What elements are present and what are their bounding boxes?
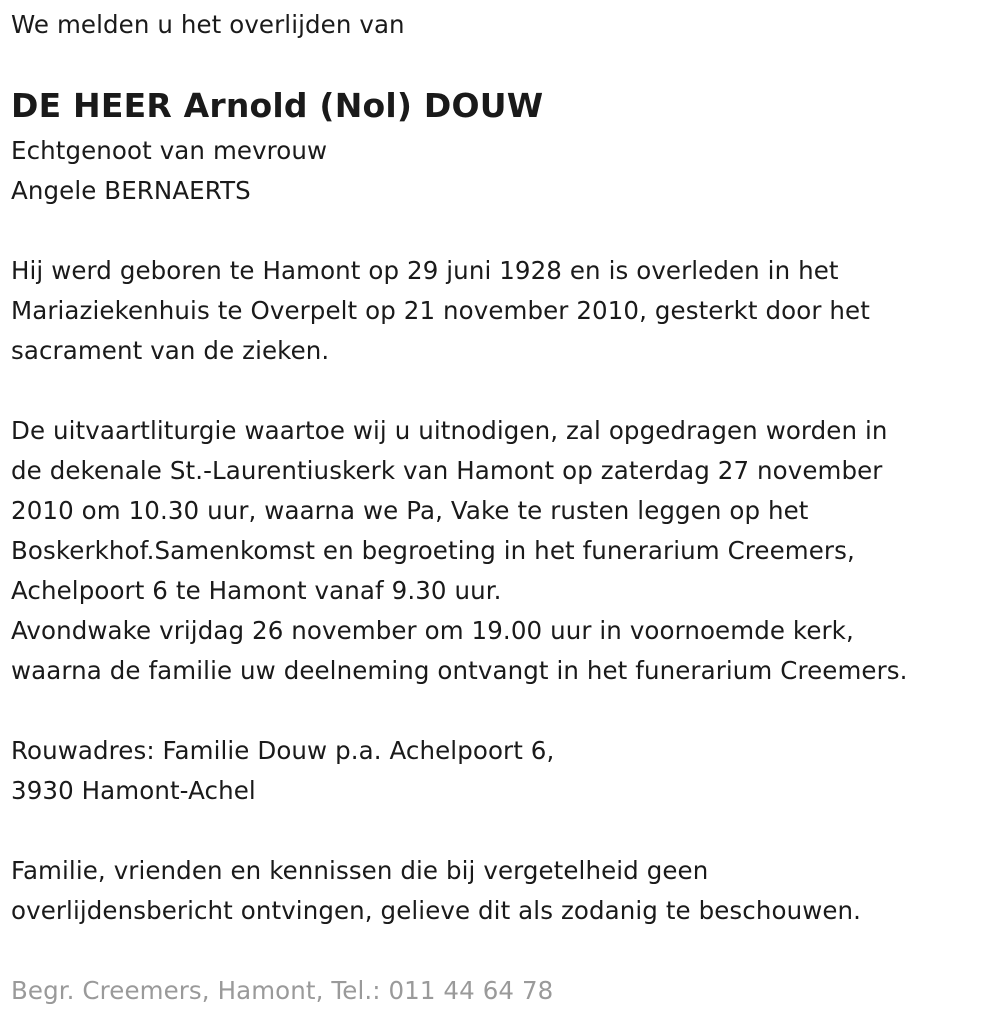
undertaker-footer: Begr. Creemers, Hamont, Tel.: 011 44 64 78 [11,976,554,1005]
spacer [11,691,996,731]
paragraph-line: de dekenale St.-Laurentiuskerk van Hamont op zaterdag 27 november [11,456,883,485]
paragraph-line: Boskerkhof.Samenkomst en begroeting in het funerarium Creemers, [11,536,855,565]
deceased-name: DE HEER Arnold (Nol) DOUW [11,86,544,125]
paragraph-line: 2010 om 10.30 uur, waarna we Pa, Vake te rusten leggen op het [11,496,809,525]
paragraph-line: Mariaziekenhuis te Overpelt op 21 november 2010, gesterkt door het [11,296,870,325]
spouse-line: Echtgenoot van mevrouw [11,136,328,165]
spacer [11,811,996,851]
paragraph-line: Avondwake vrijdag 26 november om 19.00 uur in voornoemde kerk, [11,616,854,645]
paragraph-line: Familie, vrienden en kennissen die bij vergetelheid geen [11,856,709,885]
paragraph-line: Achelpoort 6 te Hamont vanaf 9.30 uur. [11,576,502,605]
spacer [11,211,996,251]
paragraph-line: Hij werd geboren te Hamont op 29 juni 1928 en is overleden in het [11,256,839,285]
paragraph-line: De uitvaartliturgie waartoe wij u uitnodigen, zal opgedragen worden in [11,416,888,445]
address-line: 3930 Hamont-Achel [11,776,256,805]
spacer [11,931,996,971]
paragraph-line: overlijdensbericht ontvingen, gelieve dit als zodanig te beschouwen. [11,896,862,925]
address-block [11,731,996,811]
address-line: Rouwadres: Familie Douw p.a. Achelpoort 6, [11,736,555,765]
intro-text: We melden u het overlijden van [11,10,405,39]
spacer [11,371,996,411]
death-notice [11,5,996,1011]
spouse-line: Angele BERNAERTS [11,176,251,205]
paragraph-line: sacrament van de zieken. [11,336,330,365]
closing-paragraph [11,851,996,931]
funeral-paragraph [11,411,996,691]
spouse-block [11,131,996,211]
paragraph-line: waarna de familie uw deelneming ontvangt in het funerarium Creemers. [11,656,908,685]
birth-death-paragraph [11,251,996,371]
